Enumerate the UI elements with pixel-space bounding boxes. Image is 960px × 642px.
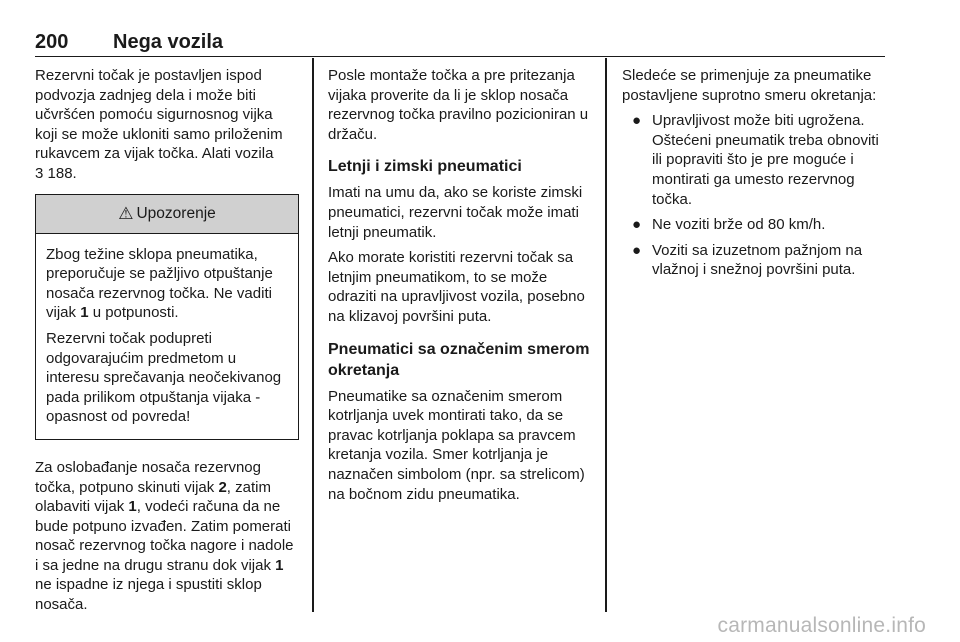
warning-box	[35, 194, 299, 440]
column-left	[35, 66, 299, 621]
section-heading: Pneumatici sa označenim smerom okretanja	[328, 340, 590, 379]
section-heading: Letnji i zimski pneumatici	[328, 158, 522, 176]
bullet-icon: ●	[632, 216, 642, 234]
paragraph: Za oslobađanje nosača rezervnog točka, potpuno skinuti vijak 2, zatim olabaviti vijak 1, vodeći računa da ne bude potpuno izvađen. Zatim pomerati nosač rezervnog točka nagore i nadole i sa jedne na drugu stranu dok vijak 1 ne ispadne iz njega i spustiti sklop nosača.	[35, 458, 294, 614]
column-right	[622, 66, 886, 286]
paragraph: Sledeće se primenjuje za pneumatike postavljene suprotno smeru okretanja:	[622, 67, 877, 104]
warning-body	[36, 234, 298, 439]
bullet-list	[622, 111, 886, 280]
list-item: ● Ne voziti brže od 80 km/h.	[632, 216, 826, 234]
page-number: 200	[35, 31, 69, 53]
bullet-icon: ●	[632, 241, 642, 259]
warning-header	[36, 195, 298, 234]
bullet-icon: ●	[632, 112, 642, 130]
column-divider	[312, 58, 314, 612]
column-divider	[605, 58, 607, 612]
warning-title: Upozorenje	[136, 204, 216, 222]
paragraph: Rezervni točak je postavljen ispod podvozja zadnjeg dela i može biti učvršćen pomoću sigurnosnog vijka koji se može ukloniti samo priloženim rukavcem za vijak točka. Alati vozila 3 188.	[35, 67, 283, 182]
paragraph: Pneumatike sa označenim smerom kotrljanja uvek montirati tako, da se pravac kotrljanja poklapa sa pravcem kretanja vozila. Smer kotrljanja je naznačen simbolom (npr. sa strelicom) na bočnom zidu pneumatika.	[328, 387, 585, 503]
column-middle	[328, 66, 590, 510]
warning-paragraph: Zbog težine sklopa pneumatika, preporučuje se pažljivo otpuštanje nosača rezervnog točka. Ne vaditi vijak 1 u potpunosti.	[46, 245, 273, 322]
list-item: ● Upravljivost može biti ugrožena. Oštećeni pneumatik treba obnoviti ili popraviti što je pre moguće i montirati ga umesto rezervnog točka.	[632, 112, 879, 208]
warning-paragraph: Rezervni točak poduprеti odgovarajućim predmetom u interesu sprečavanja neočekivanog pada prilikom otpuštanja vijaka - opasnost od povreda!	[46, 329, 282, 426]
watermark: carmanualsonline.info	[717, 614, 926, 637]
list-item: ● Voziti sa izuzetnom pažnjom na vlažnoj i snežnoj površini puta.	[632, 241, 863, 279]
reference-arrow-icon: 3	[35, 164, 44, 182]
page-reference[interactable]: 3 188.	[35, 164, 77, 182]
warning-triangle-icon: ⚠	[118, 203, 134, 223]
paragraph: Ako morate koristiti rezervni točak sa letnjim pneumatikom, to se može odraziti na upravljivost vozila, posebno na klizavoj površini puta.	[328, 249, 585, 325]
page-title: Nega vozila	[113, 31, 224, 53]
paragraph: Posle montaže točka a pre pritezanja vijaka proverite da li je sklop nosača rezervnog točka pravilno pozicioniran u držaču.	[328, 67, 589, 143]
page-header	[35, 30, 885, 57]
paragraph: Imati na umu da, ako se koriste zimski pneumatici, rezervni točak može imati letnji pneumatik.	[328, 184, 583, 241]
